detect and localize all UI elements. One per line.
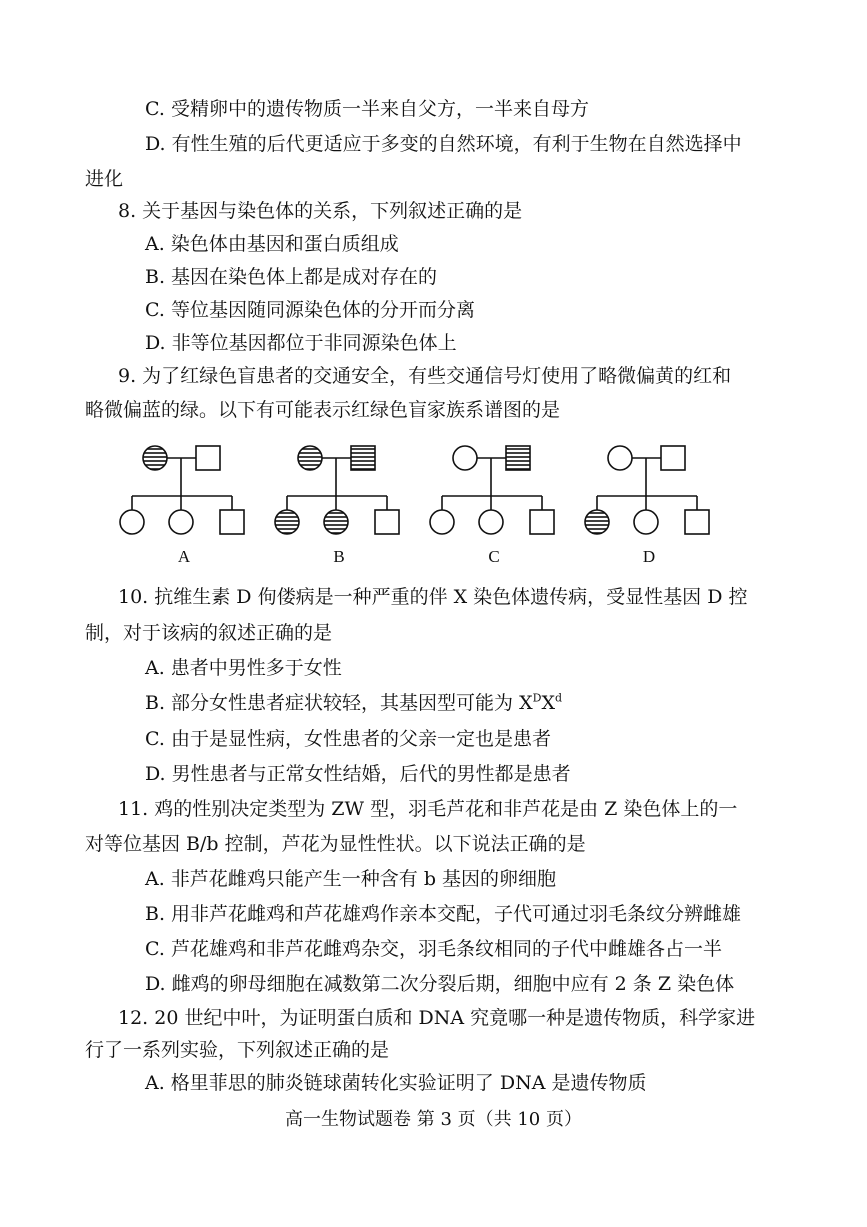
pedigree-c-daughter-1 <box>430 510 454 534</box>
q12-stem-continued: 行了一系列实验，下列叙述正确的是 <box>85 1039 390 1061</box>
pedigree-c-son <box>530 510 554 534</box>
q7-option-d: D. 有性生殖的后代更适应于多变的自然环境，有利于生物在自然选择中 <box>145 133 742 155</box>
q8-option-d: D. 非等位基因都位于非同源染色体上 <box>145 332 457 354</box>
pedigree-d-daughter-2 <box>634 510 658 534</box>
q11-option-c: C. 芦花雄鸡和非芦花雌鸡杂交，羽毛条纹相同的子代中雌雄各占一半 <box>145 938 722 960</box>
pedigree-label-a: A <box>177 547 191 566</box>
pedigree-c <box>430 446 554 534</box>
page-footer: 高一生物试题卷 第 3 页（共 10 页） <box>285 1109 582 1130</box>
pedigree-diagrams <box>110 436 730 571</box>
pedigree-a-daughter-2 <box>169 510 193 534</box>
q10-option-d: D. 男性患者与正常女性结婚，后代的男性都是患者 <box>145 763 571 785</box>
q10-option-b <box>145 690 562 716</box>
pedigree-a <box>120 446 244 534</box>
pedigree-d-father <box>661 446 685 470</box>
q10-option-c: C. 由于是显性病，女性患者的父亲一定也是患者 <box>145 728 551 750</box>
q8-stem: 8. 关于基因与染色体的关系，下列叙述正确的是 <box>118 200 523 222</box>
pedigree-d-mother <box>608 446 632 470</box>
genotype-x: X <box>541 692 555 714</box>
q8-option-c: C. 等位基因随同源染色体的分开而分离 <box>145 299 475 321</box>
genotype-superscript-d-upper: D <box>532 691 542 705</box>
pedigree-a-father <box>196 446 220 470</box>
pedigree-d <box>585 446 709 534</box>
q11-option-a: A. 非芦花雌鸡只能产生一种含有 b 基因的卵细胞 <box>145 868 557 890</box>
pedigree-a-son <box>220 510 244 534</box>
pedigree-c-mother <box>453 446 477 470</box>
q8-option-b: B. 基因在染色体上都是成对存在的 <box>145 266 438 288</box>
pedigree-a-mother-affected <box>143 446 167 470</box>
q11-stem-continued: 对等位基因 B/b 控制，芦花为显性性状。以下说法正确的是 <box>85 833 586 855</box>
q8-option-a: A. 染色体由基因和蛋白质组成 <box>145 233 399 255</box>
pedigree-b-daughter-1-affected <box>275 510 299 534</box>
pedigree-d-daughter-1-affected <box>585 510 609 534</box>
pedigree-label-b: B <box>333 547 345 566</box>
pedigree-label-d: D <box>642 547 656 566</box>
q11-option-b: B. 用非芦花雌鸡和芦花雄鸡作亲本交配，子代可通过羽毛条纹分辨雌雄 <box>145 903 742 925</box>
q9-stem: 9. 为了红绿色盲患者的交通安全，有些交通信号灯使用了略微偏黄的红和 <box>118 365 732 387</box>
pedigree-b <box>275 446 399 534</box>
q9-stem-continued: 略微偏蓝的绿。以下有可能表示红绿色盲家族系谱图的是 <box>85 399 561 421</box>
q10-stem-continued: 制，对于该病的叙述正确的是 <box>85 622 333 644</box>
q11-option-d: D. 雌鸡的卵母细胞在减数第二次分裂后期，细胞中应有 2 条 Z 染色体 <box>145 973 735 995</box>
pedigree-b-father-affected <box>351 446 375 470</box>
q12-stem: 12. 20 世纪中叶，为证明蛋白质和 DNA 究竟哪一种是遗传物质，科学家进 <box>118 1007 756 1029</box>
pedigree-c-father-affected <box>506 446 530 470</box>
genotype-superscript-d-lower: d <box>554 691 563 705</box>
pedigree-d-son <box>685 510 709 534</box>
q12-option-a: A. 格里菲思的肺炎链球菌转化实验证明了 DNA 是遗传物质 <box>145 1072 647 1094</box>
pedigree-label-c: C <box>488 547 500 566</box>
pedigree-c-daughter-2 <box>479 510 503 534</box>
pedigree-b-daughter-2-affected <box>324 510 348 534</box>
pedigree-b-mother-affected <box>298 446 322 470</box>
q11-stem: 11. 鸡的性别决定类型为 ZW 型，羽毛芦花和非芦花是由 Z 染色体上的一 <box>118 798 738 820</box>
q10-stem: 10. 抗维生素 D 佝偻病是一种严重的伴 X 染色体遗传病，受显性基因 D 控 <box>118 586 748 608</box>
q7-option-d-continued: 进化 <box>85 168 124 190</box>
pedigree-b-son <box>375 510 399 534</box>
q10-option-a: A. 患者中男性多于女性 <box>145 657 342 679</box>
q10-option-b-text: B. 部分女性患者症状较轻，其基因型可能为 X <box>145 692 533 714</box>
pedigree-a-daughter-1 <box>120 510 144 534</box>
q7-option-c: C. 受精卵中的遗传物质一半来自父方，一半来自母方 <box>145 98 589 120</box>
